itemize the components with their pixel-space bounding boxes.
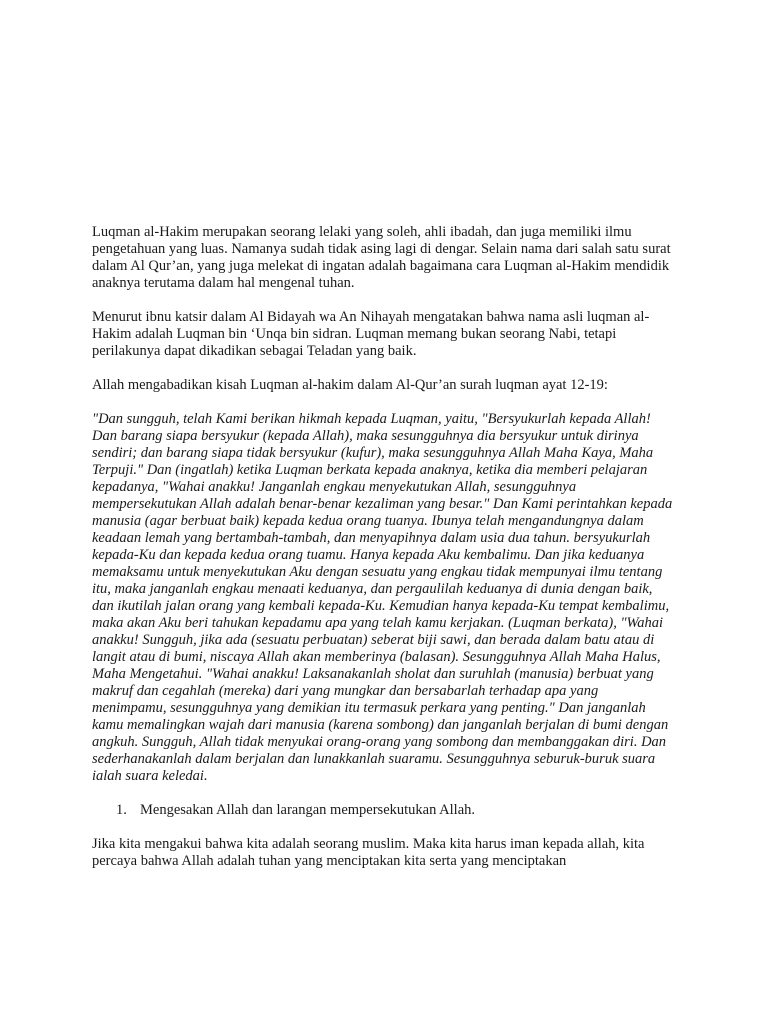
intro-paragraph: Luqman al-Hakim merupakan seorang lelaki yang soleh, ahli ibadah, dan juga memiliki ilmu pengetahuan yang luas. Namanya sudah tidak asing lagi di dengar. Selain nama dari salah satu surat dalam Al Qur’an, yang juga melekat di ingatan adalah bagaimana cara Luqman al-Hakim mendidik anaknya terutama dalam hal mengenal tuhan. [92, 224, 671, 291]
closing-paragraph: Jika kita mengakui bahwa kita adalah seorang muslim. Maka kita harus iman kepada allah, kita percaya bahwa Allah adalah tuhan yang menciptakan kita serta yang menciptakan [92, 836, 645, 869]
document-body [92, 224, 676, 887]
numbered-list [92, 802, 676, 819]
list-item-number: 1. [116, 802, 127, 818]
list-item-text: Mengesakan Allah dan larangan mempersekutukan Allah. [140, 802, 476, 818]
quran-quote: "Dan sungguh, telah Kami berikan hikmah kepada Luqman, yaitu, "Bersyukurlah kepada Allah! Dan barang siapa bersyukur (kepada Allah), maka sesungguhnya dia bersyukur untuk dirinya sendiri; dan barang siapa tidak bersyukur (kufur), maka sesungguhnya Allah Maha Kaya, Maha Terpuji." Dan (ingatlah) ketika Luqman berkata kepada anaknya, ketika dia memberi pelajaran kepadanya, "Wahai anakku! Janganlah engkau menyekutukan Allah, sesungguhnya mempersekutukan Allah adalah benar-benar kezaliman yang besar." Dan Kami perintahkan kepada manusia (agar berbuat baik) kepada kedua orang tuanya. Ibunya telah mengandungnya dalam keadaan lemah yang bertambah-tambah, dan menyapihnya dalam usia dua tahun. bersyukurlah kepada-Ku dan kepada kedua orang tuamu. Hanya kepada Aku kembalimu. Dan jika keduanya memaksamu untuk menyekutukan Aku dengan sesuatu yang engkau tidak mempunyai ilmu tentang itu, maka janganlah engkau menaati keduanya, dan pergaulilah keduanya di dunia dengan baik, dan ikutilah jalan orang yang kembali kepada-Ku. Kemudian hanya kepada-Ku tempat kembalimu, maka akan Aku beri tahukan kepadamu apa yang telah kamu kerjakan. (Luqman berkata), "Wahai anakku! Sungguh, jika ada (sesuatu perbuatan) seberat biji sawi, dan berada dalam batu atau di langit atau di bumi, niscaya Allah akan memberinya (balasan). Sesungguhnya Allah Maha Halus, Maha Mengetahui. "Wahai anakku! Laksanakanlah sholat dan suruhlah (manusia) berbuat yang makruf dan cegahlah (mereka) dari yang mungkar dan bersabarlah terhadap apa yang menimpamu, sesungguhnya yang demikian itu termasuk perkara yang penting." Dan janganlah kamu memalingkan wajah dari manusia (karena sombong) dan janganlah berjalan di bumi dengan angkuh. Sungguh, Allah tidak menyukai orang-orang yang sombong dan membanggakan diri. Dan sederhanakanlah dalam berjalan dan lunakkanlah suaramu. Sesungguhnya seburuk-buruk suara ialah suara keledai. [92, 411, 673, 784]
list-item [92, 802, 676, 819]
surah-reference-paragraph: Allah mengabadikan kisah Luqman al-hakim dalam Al-Qur’an surah luqman ayat 12-19: [92, 377, 608, 393]
origin-paragraph: Menurut ibnu katsir dalam Al Bidayah wa An Nihayah mengatakan bahwa nama asli luqman al-Hakim adalah Luqman bin ‘Unqa bin sidran. Luqman memang bukan seorang Nabi, tetapi perilakunya dapat dikadikan sebagai Teladan yang baik. [92, 309, 650, 359]
